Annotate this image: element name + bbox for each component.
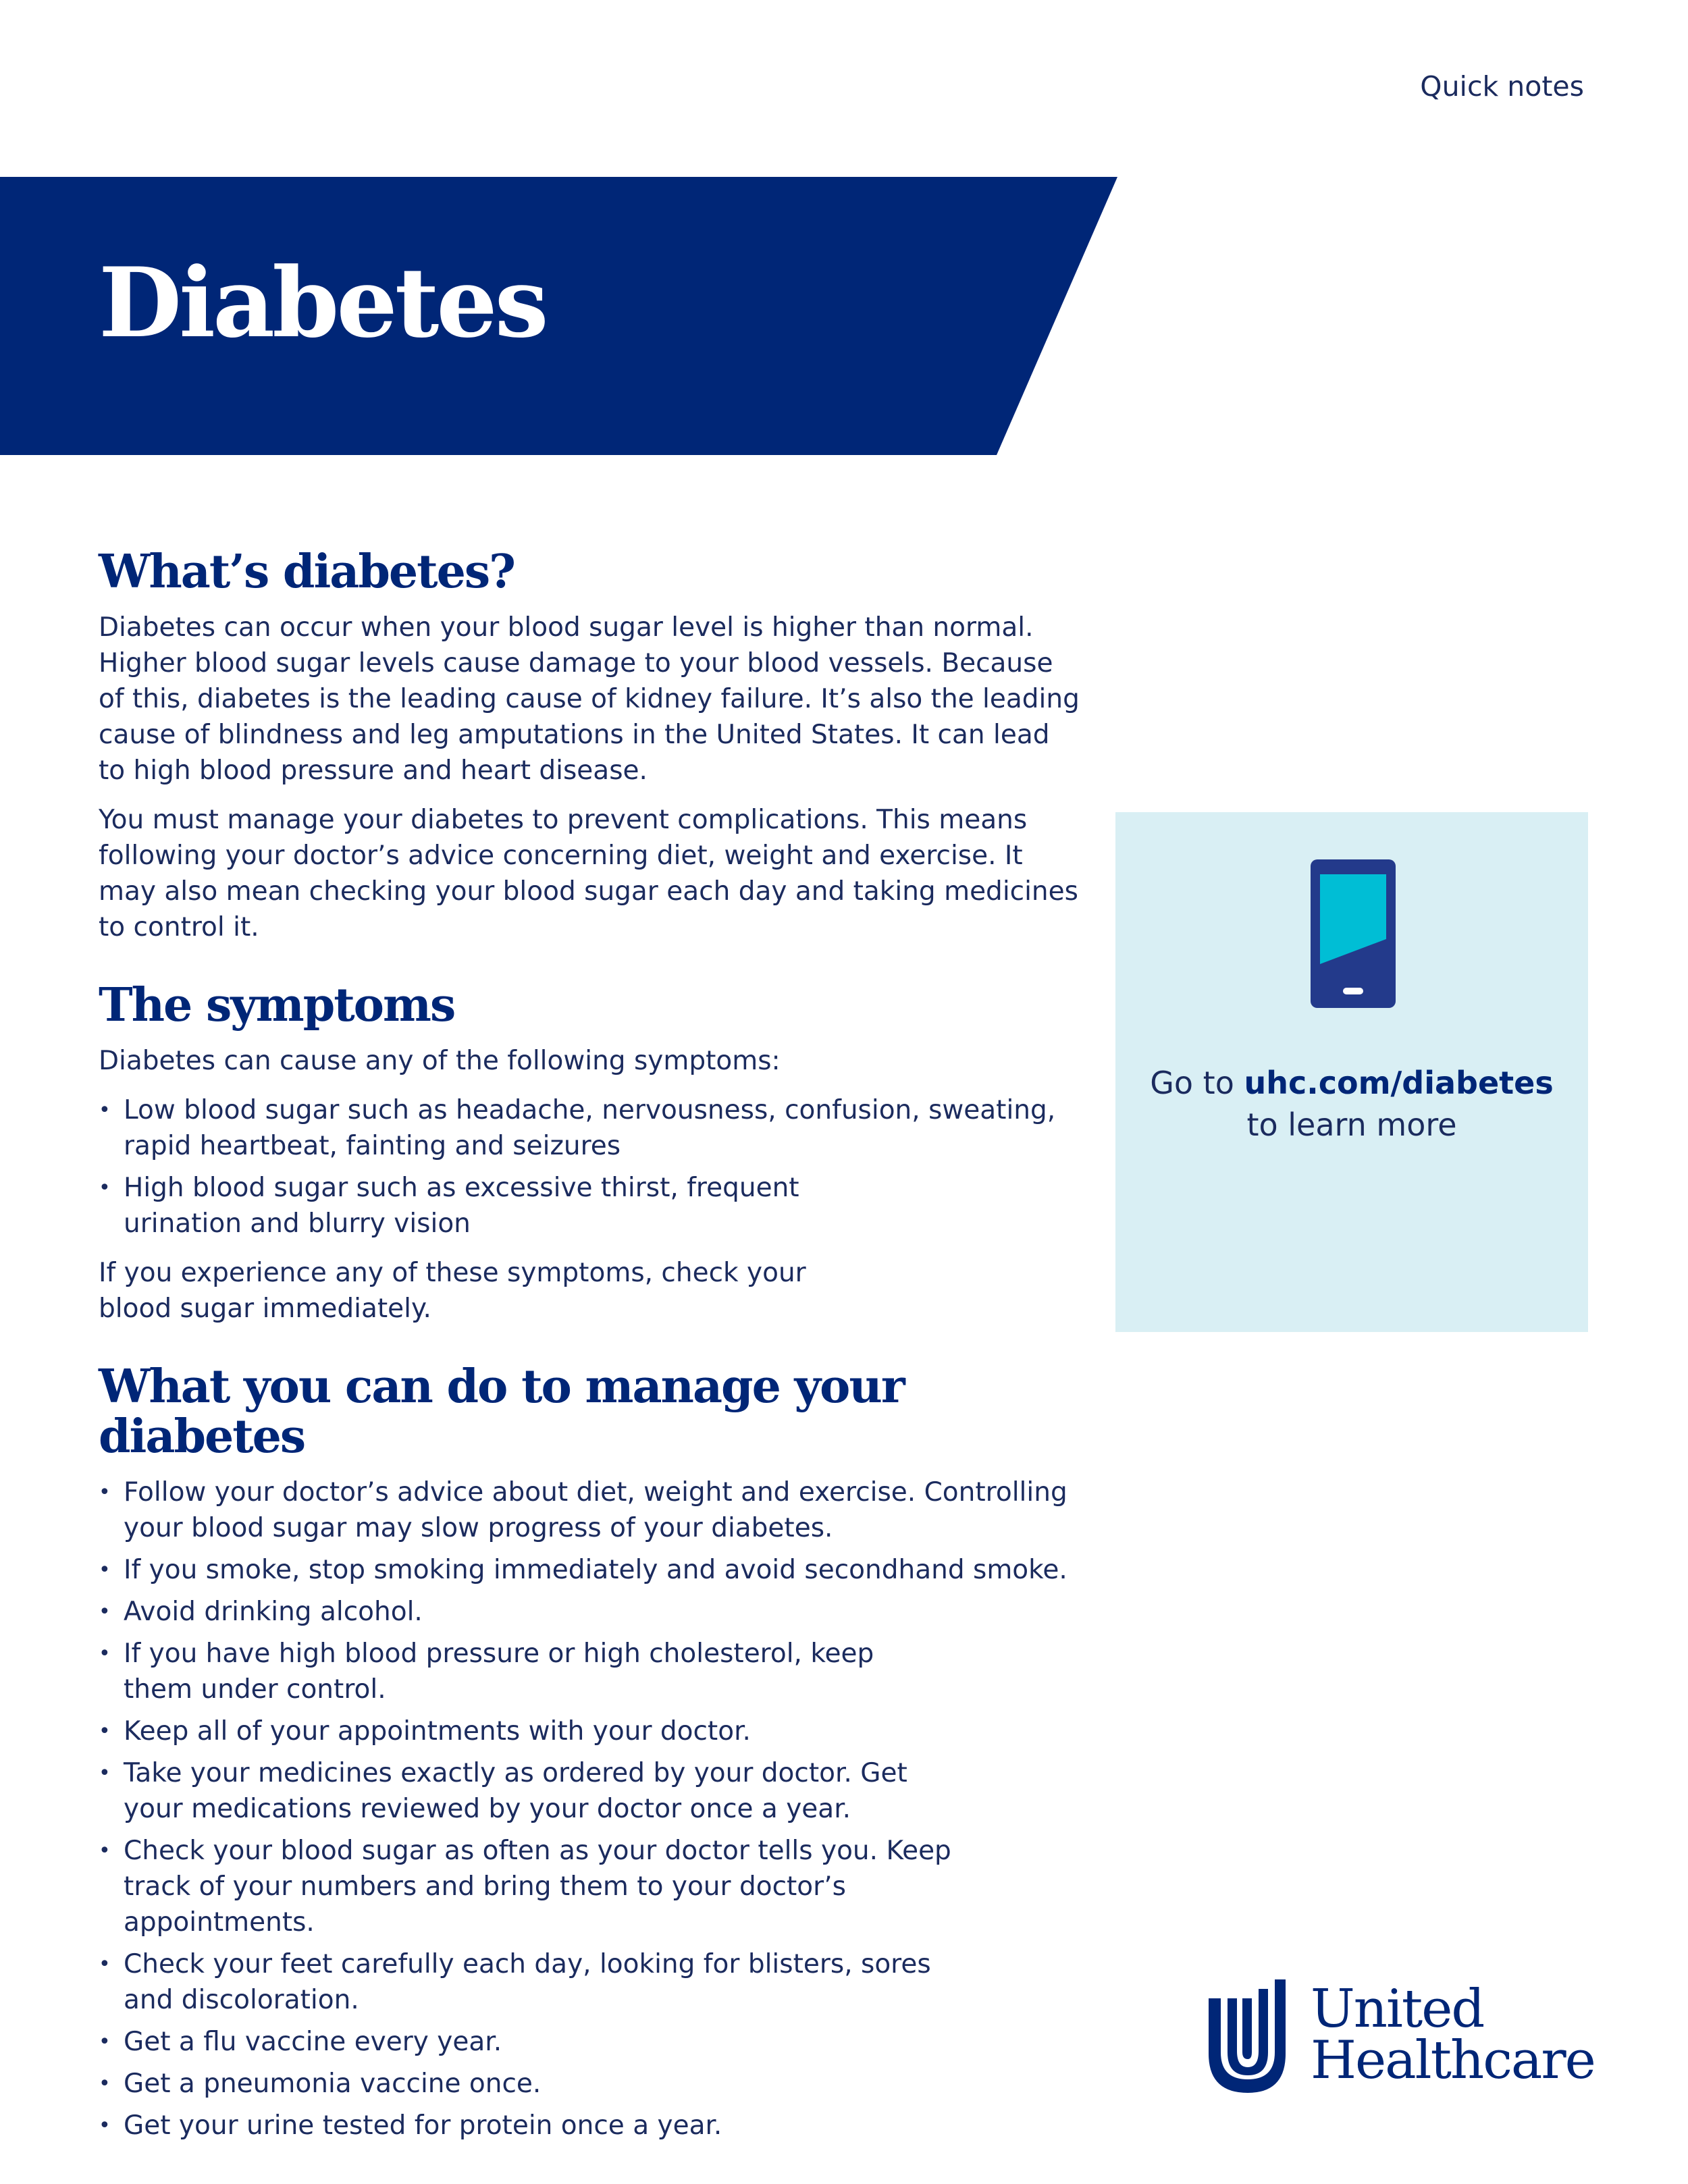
callout-prefix: Go to	[1150, 1065, 1244, 1101]
unitedhealthcare-logo	[1206, 1978, 1595, 2100]
main-content	[99, 547, 1084, 2179]
callout-text	[1115, 1062, 1588, 1146]
list-item: • Check your blood sugar as often as your doctor tells you. Keep track of your numbers and bring them to your doctor’s appointments.	[99, 1833, 1015, 1940]
symptom-list	[99, 1092, 1084, 1242]
section-heading: The symptoms	[99, 978, 455, 1032]
list-item: • High blood sugar such as excessive thirst, frequent urination and blurry vision	[99, 1170, 900, 1242]
paragraph: Diabetes can occur when your blood sugar level is higher than normal. Higher blood sugar levels cause damage to your blood vessels. Because of this, diabetes is the leading cause of kidney failure. It’s also the leading cause of blindness and leg amputations in the United States. It can lead to high blood pressure and heart disease.	[99, 612, 1080, 786]
quick-notes-label: Quick notes	[1420, 70, 1584, 103]
list-item: • Keep all of your appointments with your doctor.	[99, 1713, 1084, 1749]
section-whats-diabetes	[99, 547, 1084, 945]
logo-u-mark-icon	[1206, 1978, 1287, 2100]
paragraph: You must manage your diabetes to prevent complications. This means following your doctor’s advice concerning diet, weight and exercise. It may also mean checking your blood sugar each day and taking medicines to control it.	[99, 804, 1078, 942]
list-item: • Avoid drinking alcohol.	[99, 1594, 1084, 1630]
list-item: • Check your feet carefully each day, looking for blisters, sores and discoloration.	[99, 1946, 947, 2018]
list-item: • Follow your doctor’s advice about diet, weight and exercise. Controlling your blood sugar may slow progress of your diabetes.	[99, 1474, 1084, 1546]
section-manage	[99, 1359, 1084, 2144]
list-item: • Low blood sugar such as headache, nervousness, confusion, sweating, rapid heartbeat, fainting and seizures	[99, 1092, 1084, 1164]
logo-line2: Healthcare	[1311, 2030, 1595, 2091]
manage-list	[99, 1474, 1084, 2143]
logo-line1: United	[1311, 1979, 1484, 2040]
page-title: Diabetes	[99, 247, 546, 359]
learn-more-callout	[1115, 812, 1588, 1332]
paragraph: Diabetes can cause any of the following symptoms:	[99, 1045, 781, 1076]
callout-suffix: to learn more	[1246, 1107, 1457, 1143]
section-heading: What you can do to manage your diabetes	[99, 1359, 904, 1464]
smartphone-icon	[1311, 859, 1396, 1008]
list-item: • If you have high blood pressure or high cholesterol, keep them under control.	[99, 1636, 934, 1707]
callout-link[interactable]: uhc.com/diabetes	[1244, 1065, 1554, 1101]
list-item: • Get a flu vaccine every year.	[99, 2024, 1084, 2060]
section-heading: What’s diabetes?	[99, 545, 515, 599]
paragraph: If you experience any of these symptoms, check your blood sugar immediately.	[99, 1257, 806, 1324]
logo-wordmark	[1311, 1979, 1595, 2091]
list-item: • If you smoke, stop smoking immediately and avoid secondhand smoke.	[99, 1552, 1084, 1588]
section-symptoms	[99, 980, 1084, 1327]
list-item: • Take your medicines exactly as ordered by your doctor. Get your medications reviewed by your doctor once a year.	[99, 1755, 968, 1827]
list-item: • Get a pneumonia vaccine once.	[99, 2066, 1084, 2102]
list-item: • Get your urine tested for protein once a year.	[99, 2108, 1084, 2143]
